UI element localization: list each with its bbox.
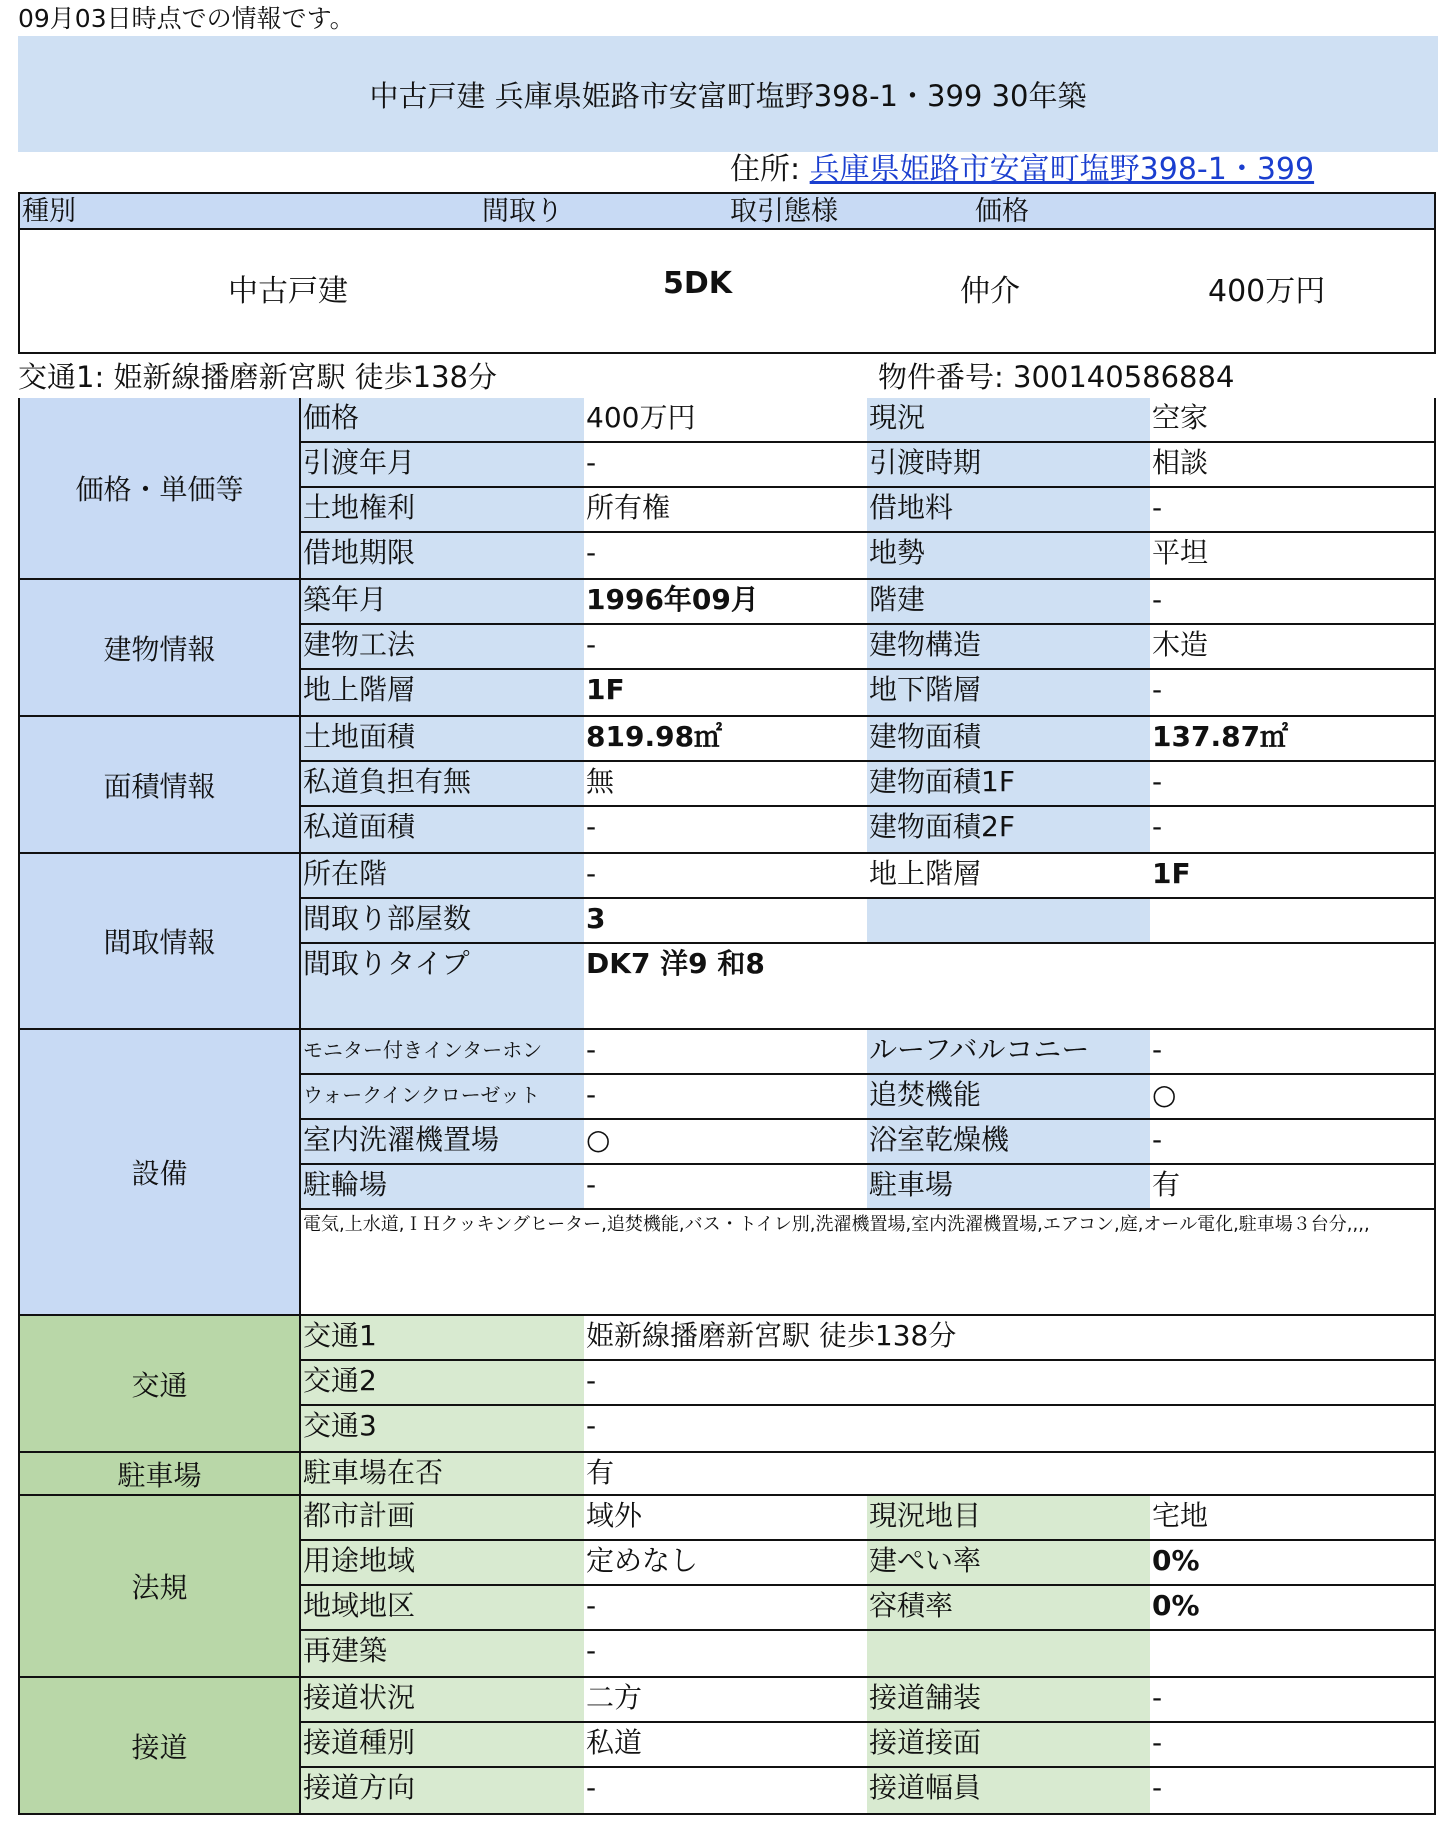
row-value: - [586,1168,597,1201]
row-label: 交通1 [301,1316,584,1359]
address-link[interactable]: 兵庫県姫路市安富町塩野398-1・399 [809,152,1315,187]
row-label: 借地料 [867,488,1150,531]
table-row [301,1075,1434,1120]
section-price [20,398,1434,578]
row-label: 階建 [867,580,1150,623]
section-road [20,1676,1434,1813]
row-value: - [586,810,597,843]
row-label: 建物工法 [301,625,584,668]
row-label: 接道種別 [301,1723,584,1766]
section-label-price: 価格・単価等 [20,398,301,578]
table-row [301,443,1434,488]
row-value: - [1152,810,1163,843]
table-row [301,1316,1434,1361]
row-label: 築年月 [301,580,584,623]
row-label: 追焚機能 [867,1075,1150,1118]
section-building [20,578,1434,715]
summary-header-type: 種別 [22,196,76,227]
table-row [301,1541,1434,1586]
section-label-law: 法規 [20,1496,301,1676]
row-value: 域外 [586,1499,643,1532]
row-value: - [586,1033,597,1066]
row-label: 建ぺい率 [867,1541,1150,1584]
section-law [20,1494,1434,1676]
summary-table [18,192,1436,354]
table-row [301,1165,1434,1210]
row-label: 用途地域 [301,1541,584,1584]
row-value: - [586,1078,597,1111]
table-row [301,1768,1434,1813]
row-label: 地勢 [867,533,1150,578]
row-label: 容積率 [867,1586,1150,1629]
row-value: ○ [1152,1078,1177,1111]
row-label: 駐輪場 [301,1165,584,1208]
section-label-transport: 交通 [20,1316,301,1451]
summary-header-transaction: 取引態様 [730,196,838,227]
row-label: 価格 [301,398,584,441]
row-value: - [586,1409,597,1442]
row-label: 再建築 [301,1631,584,1676]
row-label: 引渡時期 [867,443,1150,486]
summary-header-layout: 間取り [482,196,563,227]
table-row [301,488,1434,533]
row-label: 駐車場在否 [301,1453,584,1494]
row-value: - [586,446,597,479]
row-value: 1F [1152,857,1191,890]
summary-header-price: 価格 [975,196,1029,227]
row-label: 浴室乾燥機 [867,1120,1150,1163]
row-value: 1996年09月 [586,583,759,616]
row-label: 地下階層 [867,670,1150,715]
property-number: 物件番号: 300140586884 [878,360,1235,394]
summary-value-transaction: 仲介 [960,274,1020,309]
row-label: 地域地区 [301,1586,584,1629]
row-value: DK7 洋9 和8 [586,947,765,980]
row-value: 137.87㎡ [1152,720,1289,753]
row-label: 私道面積 [301,807,584,852]
section-label-building: 建物情報 [20,580,301,715]
table-row [301,854,1434,899]
table-row [301,1120,1434,1165]
table-row [301,762,1434,807]
row-label: 間取り部屋数 [301,899,584,942]
section-area [20,715,1434,852]
address-line [730,150,1314,190]
row-value: 平坦 [1152,536,1209,569]
table-row [301,1678,1434,1723]
table-row [301,944,1434,1028]
row-label: 室内洗濯機置場 [301,1120,584,1163]
banner-title: 中古戸建 兵庫県姫路市安富町塩野398-1・399 30年築 [369,79,1087,113]
summary-values [18,230,1436,354]
row-value: 私道 [586,1726,643,1759]
row-value: 相談 [1152,446,1209,479]
row-label: 接道接面 [867,1723,1150,1766]
table-row [301,717,1434,762]
row-value: 姫新線播磨新宮駅 徒歩138分 [586,1319,957,1352]
table-row [301,1406,1434,1451]
section-equipment [20,1028,1434,1314]
row-label: 駐車場 [867,1165,1150,1208]
row-value: 宅地 [1152,1499,1209,1532]
row-label: 所在階 [301,854,584,897]
row-value: 所有権 [586,491,671,524]
row-label: 地上階層 [869,857,982,890]
table-row [301,670,1434,715]
row-value: - [586,1634,597,1667]
section-label-equipment: 設備 [20,1030,301,1314]
table-row [301,1361,1434,1406]
row-value: 有 [1152,1168,1181,1201]
row-value: - [586,1771,597,1804]
row-value: 二方 [586,1681,643,1714]
row-value [1150,1631,1434,1676]
row-label: 間取りタイプ [301,944,584,1028]
section-label-layout: 間取情報 [20,854,301,1028]
row-label: 接道舗装 [867,1678,1150,1721]
address-label: 住所: [730,152,801,187]
row-value: 1F [586,673,625,706]
row-value [1150,899,1434,942]
row-value: - [1152,765,1163,798]
table-row [301,625,1434,670]
row-label: ウォークインクローゼット [301,1075,584,1118]
row-value: - [1152,1726,1163,1759]
table-row [301,1453,1434,1494]
row-label: ルーフバルコニー [867,1030,1150,1073]
summary-header [18,192,1436,230]
table-row [301,899,1434,944]
row-value: 無 [586,765,615,798]
table-row [301,1723,1434,1768]
row-label: 建物面積2F [867,807,1150,852]
section-layout [20,852,1434,1028]
row-value: 木造 [1152,628,1209,661]
row-label: 建物構造 [867,625,1150,668]
row-label: 土地面積 [301,717,584,760]
detail-grid [18,398,1436,1815]
equipment-note-row [301,1210,1434,1314]
section-parking [20,1451,1434,1494]
summary-value-type: 中古戸建 [228,274,348,309]
row-label: 接道幅員 [867,1768,1150,1813]
row-value: 819.98㎡ [586,720,723,753]
row-label: 交通2 [301,1361,584,1404]
row-value: - [1152,1123,1163,1156]
section-label-area: 面積情報 [20,717,301,852]
row-value: - [586,628,597,661]
summary-value-layout: 5DK [663,266,733,301]
equipment-note: 電気,上水道,ＩＨクッキングヒーター,追焚機能,バス・トイレ別,洗濯機置場,室内洗濯機置場,エアコン,庭,オール電化,駐車場３台分,,,, [303,1214,1370,1235]
row-label: 接道方向 [301,1768,584,1813]
row-value: - [1152,1681,1163,1714]
table-row [301,533,1434,578]
row-label: 接道状況 [301,1678,584,1721]
section-label-road: 接道 [20,1678,301,1813]
row-value: - [586,536,597,569]
row-value: ○ [586,1123,611,1156]
row-value: - [1152,1771,1163,1804]
table-row [301,1631,1434,1676]
row-label: 交通3 [301,1406,584,1451]
row-value: - [1152,673,1163,706]
summary-value-price: 400万円 [1208,274,1326,309]
row-label: 借地期限 [301,533,584,578]
row-label [867,899,1150,942]
row-label: 地上階層 [301,670,584,715]
row-label: 建物面積1F [867,762,1150,805]
row-label [867,1631,1150,1676]
row-value: - [1152,583,1163,616]
access-line: 交通1: 姫新線播磨新宮駅 徒歩138分 [18,360,498,394]
table-row [301,1030,1434,1075]
row-label: 現況地目 [867,1496,1150,1539]
row-value: - [586,1589,597,1622]
row-value: 3 [586,902,606,935]
table-row [301,807,1434,852]
row-label: 私道負担有無 [301,762,584,805]
section-label-parking: 駐車場 [20,1453,301,1494]
row-label: 建物面積 [867,717,1150,760]
row-value: - [586,1364,597,1397]
row-label: 都市計画 [301,1496,584,1539]
row-value: 0% [1152,1589,1200,1622]
table-row [301,1496,1434,1541]
as-of-notice: 09月03日時点での情報です。 [18,4,355,33]
row-value: 0% [1152,1544,1200,1577]
row-label: モニター付きインターホン [301,1030,584,1073]
section-transport [20,1314,1434,1451]
table-row [301,398,1434,443]
row-value: 有 [586,1456,615,1489]
row-value: 空家 [1152,401,1209,434]
table-row [301,580,1434,625]
row-value: 400万円 [586,401,696,434]
row-value: - [1152,1033,1163,1066]
row-value: - [1152,491,1163,524]
table-row [301,1586,1434,1631]
row-value: 定めなし [586,1544,699,1577]
title-banner [18,36,1438,152]
row-value: - [586,857,597,890]
row-label: 土地権利 [301,488,584,531]
row-label: 引渡年月 [301,443,584,486]
row-label: 現況 [867,398,1150,441]
